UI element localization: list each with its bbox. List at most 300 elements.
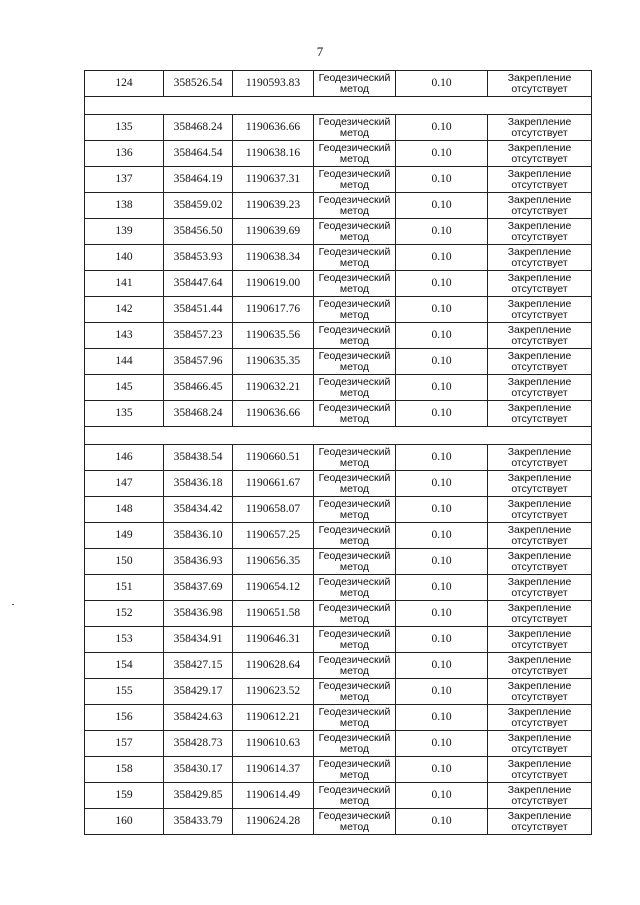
method-line-1: Геодезический <box>318 297 391 310</box>
method-cell <box>314 115 396 141</box>
precision-cell <box>396 245 488 271</box>
contour-separator-row <box>85 427 592 445</box>
method-cell <box>314 445 396 471</box>
x-coordinate: 358466.45 <box>173 381 223 393</box>
y-coordinate-cell <box>233 757 314 783</box>
point-number-cell <box>85 783 164 809</box>
precision-cell <box>396 627 488 653</box>
method-line-1: Геодезический <box>318 323 391 336</box>
method-cell <box>314 141 396 167</box>
table-row <box>85 375 592 401</box>
method-line-1: Геодезический <box>318 471 391 484</box>
y-coordinate: 1190657.25 <box>245 529 301 541</box>
point-number: 140 <box>115 251 133 263</box>
y-coordinate: 1190614.49 <box>245 789 301 801</box>
fixation-line-2: отсутствует <box>511 612 568 625</box>
fixation-line-2: отсутствует <box>511 716 568 729</box>
fixation-line-1: Закрепление <box>507 575 572 588</box>
point-number-cell <box>85 627 164 653</box>
method-line-2: метод <box>339 586 370 599</box>
fixation-line-2: отсутствует <box>511 794 568 807</box>
fixation-line-1: Закрепление <box>507 731 572 744</box>
contour-separator-cell <box>85 97 592 115</box>
method-cell <box>314 401 396 427</box>
y-coordinate-cell <box>233 401 314 427</box>
precision-value: 0.10 <box>431 451 452 463</box>
fixation-cell <box>488 245 592 271</box>
fixation-line-1: Закрепление <box>507 349 572 362</box>
x-coordinate: 358453.93 <box>173 251 223 263</box>
table-row <box>85 809 592 835</box>
table-row <box>85 653 592 679</box>
method-line-2: метод <box>339 612 370 625</box>
y-coordinate: 1190614.37 <box>245 763 301 775</box>
precision-value: 0.10 <box>431 659 452 671</box>
x-coordinate: 358434.91 <box>173 633 223 645</box>
x-coordinate: 358436.18 <box>173 477 223 489</box>
method-line-2: метод <box>339 560 370 573</box>
x-coordinate: 358456.50 <box>173 225 223 237</box>
fixation-line-1: Закрепление <box>507 71 572 84</box>
y-coordinate-cell <box>233 731 314 757</box>
method-cell <box>314 219 396 245</box>
y-coordinate: 1190658.07 <box>245 503 301 515</box>
fixation-line-1: Закрепление <box>507 549 572 562</box>
point-number: 141 <box>115 277 133 289</box>
method-cell <box>314 193 396 219</box>
precision-cell <box>396 705 488 731</box>
precision-cell <box>396 601 488 627</box>
fixation-line-2: отсутствует <box>511 456 568 469</box>
point-number: 138 <box>115 199 133 211</box>
point-number-cell <box>85 271 164 297</box>
fixation-line-1: Закрепление <box>507 167 572 180</box>
point-number-cell <box>85 115 164 141</box>
precision-cell <box>396 349 488 375</box>
method-cell <box>314 375 396 401</box>
fixation-cell <box>488 401 592 427</box>
fixation-cell <box>488 653 592 679</box>
table-row <box>85 323 592 349</box>
x-coordinate: 358434.42 <box>173 503 223 515</box>
fixation-cell <box>488 757 592 783</box>
y-coordinate: 1190656.35 <box>245 555 301 567</box>
precision-cell <box>396 653 488 679</box>
method-line-1: Геодезический <box>318 271 391 284</box>
precision-cell <box>396 809 488 835</box>
table-row <box>85 193 592 219</box>
method-line-1: Геодезический <box>318 401 391 414</box>
precision-value: 0.10 <box>431 199 452 211</box>
fixation-line-2: отсутствует <box>511 534 568 547</box>
point-number: 149 <box>115 529 133 541</box>
precision-cell <box>396 731 488 757</box>
x-coordinate: 358526.54 <box>173 77 223 89</box>
y-coordinate: 1190646.31 <box>245 633 301 645</box>
x-coordinate: 358468.24 <box>173 121 223 133</box>
table-row <box>85 497 592 523</box>
method-cell <box>314 601 396 627</box>
point-number-cell <box>85 731 164 757</box>
fixation-line-2: отсутствует <box>511 360 568 373</box>
fixation-line-1: Закрепление <box>507 219 572 232</box>
fixation-line-1: Закрепление <box>507 297 572 310</box>
fixation-cell <box>488 549 592 575</box>
y-coordinate: 1190636.66 <box>245 407 301 419</box>
x-coordinate-cell <box>164 523 233 549</box>
method-line-1: Геодезический <box>318 375 391 388</box>
point-number-cell <box>85 601 164 627</box>
point-number: 148 <box>115 503 133 515</box>
method-line-2: метод <box>339 152 370 165</box>
y-coordinate-cell <box>233 323 314 349</box>
table-row <box>85 445 592 471</box>
table-row <box>85 219 592 245</box>
x-coordinate-cell <box>164 323 233 349</box>
method-line-2: метод <box>339 534 370 547</box>
precision-value: 0.10 <box>431 711 452 723</box>
x-coordinate: 358433.79 <box>173 815 223 827</box>
method-line-2: метод <box>339 308 370 321</box>
point-number-cell <box>85 549 164 575</box>
method-line-1: Геодезический <box>318 523 391 536</box>
method-line-2: метод <box>339 638 370 651</box>
precision-cell <box>396 445 488 471</box>
point-number: 152 <box>115 607 133 619</box>
method-line-1: Геодезический <box>318 783 391 796</box>
precision-value: 0.10 <box>431 251 452 263</box>
method-cell <box>314 731 396 757</box>
x-coordinate: 358424.63 <box>173 711 223 723</box>
precision-value: 0.10 <box>431 529 452 541</box>
y-coordinate-cell <box>233 705 314 731</box>
precision-cell <box>396 193 488 219</box>
method-line-2: метод <box>339 126 370 139</box>
coordinates-table <box>84 70 592 835</box>
method-line-2: метод <box>339 690 370 703</box>
page-number: 7 <box>316 44 324 59</box>
method-cell <box>314 757 396 783</box>
x-coordinate-cell <box>164 575 233 601</box>
point-number: 158 <box>115 763 133 775</box>
y-coordinate-cell <box>233 297 314 323</box>
y-coordinate: 1190638.16 <box>245 147 301 159</box>
fixation-line-1: Закрепление <box>507 193 572 206</box>
point-number-cell <box>85 167 164 193</box>
fixation-cell <box>488 627 592 653</box>
point-number: 156 <box>115 711 133 723</box>
x-coordinate: 358436.93 <box>173 555 223 567</box>
point-number-cell <box>85 679 164 705</box>
method-line-1: Геодезический <box>318 627 391 640</box>
method-line-1: Геодезический <box>318 115 391 128</box>
fixation-line-2: отсутствует <box>511 586 568 599</box>
method-line-1: Геодезический <box>318 167 391 180</box>
fixation-line-1: Закрепление <box>507 271 572 284</box>
precision-value: 0.10 <box>431 121 452 133</box>
method-cell <box>314 471 396 497</box>
x-coordinate-cell <box>164 349 233 375</box>
table-row <box>85 271 592 297</box>
method-line-1: Геодезический <box>318 245 391 258</box>
y-coordinate-cell <box>233 271 314 297</box>
point-number: 146 <box>115 451 133 463</box>
x-coordinate: 358428.73 <box>173 737 223 749</box>
y-coordinate-cell <box>233 245 314 271</box>
method-cell <box>314 497 396 523</box>
point-number-cell <box>85 401 164 427</box>
fixation-line-2: отсутствует <box>511 664 568 677</box>
fixation-cell <box>488 601 592 627</box>
fixation-line-1: Закрепление <box>507 679 572 692</box>
precision-value: 0.10 <box>431 555 452 567</box>
point-number: 135 <box>115 407 133 419</box>
x-coordinate: 358457.23 <box>173 329 223 341</box>
y-coordinate-cell <box>233 627 314 653</box>
x-coordinate-cell <box>164 141 233 167</box>
fixation-cell <box>488 297 592 323</box>
fixation-cell <box>488 71 592 97</box>
fixation-line-2: отсутствует <box>511 482 568 495</box>
precision-value: 0.10 <box>431 303 452 315</box>
precision-cell <box>396 167 488 193</box>
point-number: 150 <box>115 555 133 567</box>
precision-cell <box>396 401 488 427</box>
y-coordinate: 1190635.56 <box>245 329 301 341</box>
y-coordinate: 1190632.21 <box>245 381 301 393</box>
method-line-2: метод <box>339 386 370 399</box>
table-row <box>85 783 592 809</box>
precision-cell <box>396 497 488 523</box>
precision-cell <box>396 757 488 783</box>
point-number-cell <box>85 245 164 271</box>
y-coordinate: 1190638.34 <box>245 251 301 263</box>
x-coordinate-cell <box>164 549 233 575</box>
point-number-cell <box>85 297 164 323</box>
precision-value: 0.10 <box>431 277 452 289</box>
point-number: 160 <box>115 815 133 827</box>
method-line-2: метод <box>339 742 370 755</box>
method-line-1: Геодезический <box>318 445 391 458</box>
y-coordinate-cell <box>233 349 314 375</box>
point-number: 142 <box>115 303 133 315</box>
precision-value: 0.10 <box>431 685 452 697</box>
fixation-line-1: Закрепление <box>507 375 572 388</box>
fixation-cell <box>488 445 592 471</box>
x-coordinate-cell <box>164 297 233 323</box>
y-coordinate: 1190593.83 <box>245 77 301 89</box>
x-coordinate: 358459.02 <box>173 199 223 211</box>
fixation-line-1: Закрепление <box>507 497 572 510</box>
precision-cell <box>396 297 488 323</box>
fixation-line-2: отсутствует <box>511 152 568 165</box>
point-number-cell <box>85 349 164 375</box>
method-cell <box>314 809 396 835</box>
precision-value: 0.10 <box>431 503 452 515</box>
point-number-cell <box>85 323 164 349</box>
x-coordinate-cell <box>164 71 233 97</box>
fixation-cell <box>488 679 592 705</box>
x-coordinate: 358438.54 <box>173 451 223 463</box>
y-coordinate-cell <box>233 445 314 471</box>
y-coordinate-cell <box>233 71 314 97</box>
method-cell <box>314 271 396 297</box>
y-coordinate: 1190661.67 <box>245 477 301 489</box>
x-coordinate-cell <box>164 401 233 427</box>
x-coordinate: 358468.24 <box>173 407 223 419</box>
fixation-line-2: отсутствует <box>511 230 568 243</box>
x-coordinate: 358464.19 <box>173 173 223 185</box>
point-number: 155 <box>115 685 133 697</box>
precision-cell <box>396 523 488 549</box>
y-coordinate-cell <box>233 575 314 601</box>
y-coordinate-cell <box>233 809 314 835</box>
x-coordinate-cell <box>164 219 233 245</box>
x-coordinate: 358429.85 <box>173 789 223 801</box>
y-coordinate-cell <box>233 653 314 679</box>
point-number-cell <box>85 375 164 401</box>
method-line-2: метод <box>339 204 370 217</box>
x-coordinate-cell <box>164 783 233 809</box>
point-number: 145 <box>115 381 133 393</box>
table-row <box>85 141 592 167</box>
method-line-2: метод <box>339 256 370 269</box>
x-coordinate-cell <box>164 497 233 523</box>
x-coordinate-cell <box>164 627 233 653</box>
point-number-cell <box>85 471 164 497</box>
method-cell <box>314 679 396 705</box>
x-coordinate: 358457.96 <box>173 355 223 367</box>
table-row <box>85 575 592 601</box>
method-line-1: Геодезический <box>318 141 391 154</box>
scan-speck <box>12 604 14 605</box>
y-coordinate-cell <box>233 141 314 167</box>
point-number-cell <box>85 445 164 471</box>
precision-cell <box>396 575 488 601</box>
fixation-line-2: отсутствует <box>511 256 568 269</box>
y-coordinate: 1190628.64 <box>245 659 301 671</box>
y-coordinate: 1190610.63 <box>245 737 301 749</box>
table-row <box>85 167 592 193</box>
fixation-cell <box>488 115 592 141</box>
point-number: 124 <box>115 77 133 89</box>
point-number-cell <box>85 653 164 679</box>
method-cell <box>314 705 396 731</box>
y-coordinate: 1190635.35 <box>245 355 301 367</box>
y-coordinate-cell <box>233 497 314 523</box>
method-cell <box>314 167 396 193</box>
fixation-line-2: отсутствует <box>511 560 568 573</box>
precision-cell <box>396 115 488 141</box>
x-coordinate-cell <box>164 471 233 497</box>
fixation-cell <box>488 375 592 401</box>
method-line-2: метод <box>339 508 370 521</box>
y-coordinate: 1190637.31 <box>245 173 301 185</box>
point-number: 154 <box>115 659 133 671</box>
method-cell <box>314 323 396 349</box>
fixation-line-1: Закрепление <box>507 141 572 154</box>
precision-value: 0.10 <box>431 581 452 593</box>
fixation-line-1: Закрепление <box>507 445 572 458</box>
x-coordinate: 358427.15 <box>173 659 223 671</box>
y-coordinate-cell <box>233 549 314 575</box>
table-row <box>85 757 592 783</box>
y-coordinate-cell <box>233 679 314 705</box>
fixation-line-2: отсутствует <box>511 638 568 651</box>
x-coordinate-cell <box>164 601 233 627</box>
x-coordinate-cell <box>164 193 233 219</box>
method-line-2: метод <box>339 282 370 295</box>
precision-value: 0.10 <box>431 633 452 645</box>
fixation-cell <box>488 809 592 835</box>
point-number-cell <box>85 497 164 523</box>
fixation-cell <box>488 731 592 757</box>
table-row <box>85 679 592 705</box>
method-line-2: метод <box>339 664 370 677</box>
y-coordinate: 1190623.52 <box>245 685 301 697</box>
precision-value: 0.10 <box>431 77 452 89</box>
x-coordinate-cell <box>164 445 233 471</box>
contour-separator-row <box>85 97 592 115</box>
x-coordinate-cell <box>164 167 233 193</box>
x-coordinate: 358451.44 <box>173 303 223 315</box>
y-coordinate: 1190624.28 <box>245 815 301 827</box>
fixation-line-2: отсутствует <box>511 282 568 295</box>
x-coordinate: 358436.98 <box>173 607 223 619</box>
point-number: 137 <box>115 173 133 185</box>
x-coordinate-cell <box>164 653 233 679</box>
point-number: 159 <box>115 789 133 801</box>
fixation-line-2: отсутствует <box>511 742 568 755</box>
x-coordinate-cell <box>164 757 233 783</box>
fixation-line-1: Закрепление <box>507 601 572 614</box>
method-line-2: метод <box>339 178 370 191</box>
precision-cell <box>396 549 488 575</box>
fixation-line-1: Закрепление <box>507 757 572 770</box>
y-coordinate: 1190612.21 <box>245 711 301 723</box>
method-line-2: метод <box>339 82 370 95</box>
point-number-cell <box>85 219 164 245</box>
fixation-line-1: Закрепление <box>507 323 572 336</box>
y-coordinate: 1190619.00 <box>245 277 301 289</box>
precision-value: 0.10 <box>431 763 452 775</box>
precision-value: 0.10 <box>431 355 452 367</box>
point-number-cell <box>85 757 164 783</box>
method-cell <box>314 783 396 809</box>
x-coordinate-cell <box>164 245 233 271</box>
fixation-cell <box>488 523 592 549</box>
fixation-line-1: Закрепление <box>507 783 572 796</box>
method-line-2: метод <box>339 794 370 807</box>
y-coordinate-cell <box>233 219 314 245</box>
x-coordinate-cell <box>164 271 233 297</box>
method-line-1: Геодезический <box>318 731 391 744</box>
x-coordinate: 358464.54 <box>173 147 223 159</box>
table-row <box>85 705 592 731</box>
y-coordinate: 1190651.58 <box>245 607 301 619</box>
fixation-line-2: отсутствует <box>511 204 568 217</box>
table-row <box>85 601 592 627</box>
precision-value: 0.10 <box>431 173 452 185</box>
point-number: 147 <box>115 477 133 489</box>
method-cell <box>314 575 396 601</box>
y-coordinate-cell <box>233 375 314 401</box>
coordinates-table-body <box>85 71 592 835</box>
fixation-cell <box>488 323 592 349</box>
x-coordinate: 358437.69 <box>173 581 223 593</box>
method-line-1: Геодезический <box>318 497 391 510</box>
contour-separator-cell <box>85 427 592 445</box>
